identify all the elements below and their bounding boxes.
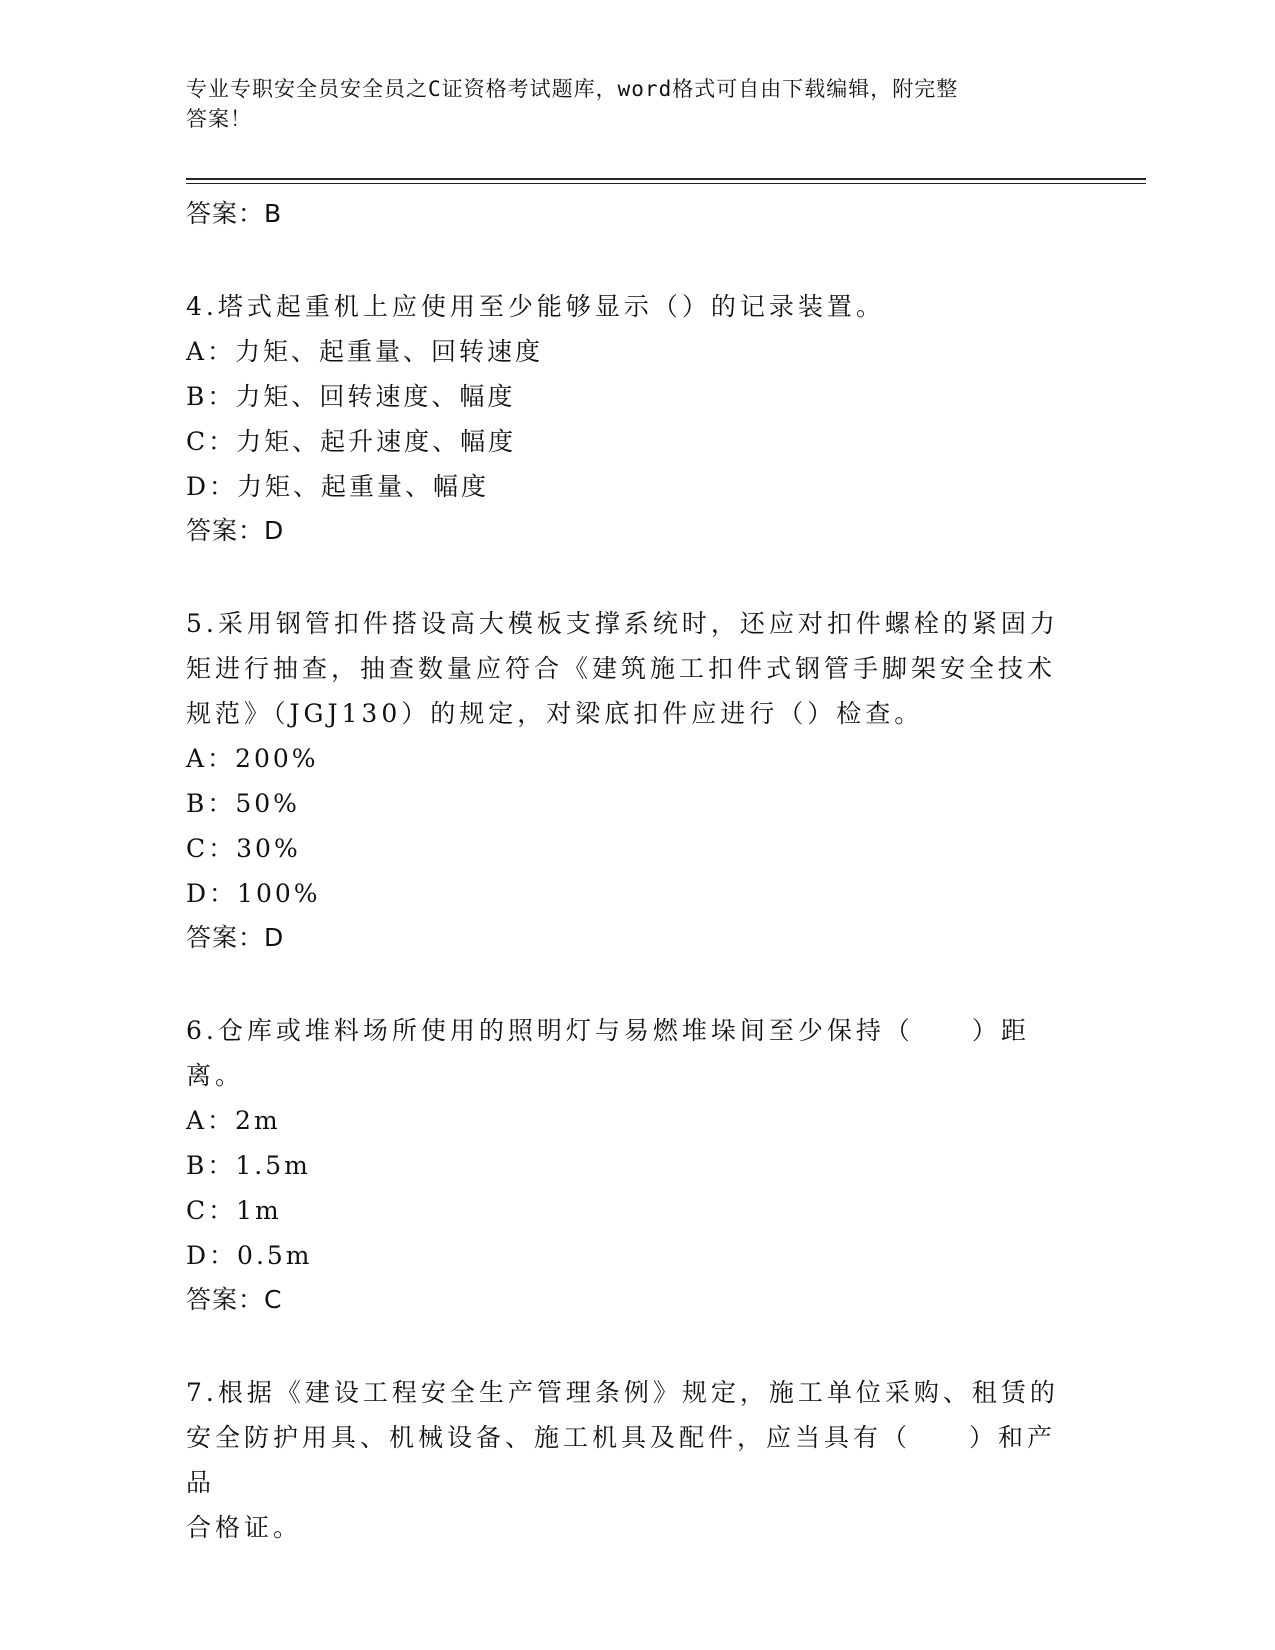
question-content [186,192,1146,1550]
question-6 [186,1008,1146,1322]
question-text [186,601,1066,736]
document-page [186,0,1146,1650]
option-d: D：100% [186,879,321,908]
option-a: A：200% [186,744,319,773]
question-text [186,284,1066,329]
option-c: C：1m [186,1196,282,1225]
question-line: 5.采用钢管扣件搭设高大模板支撑系统时，还应对扣件螺栓的紧固力 [186,609,1059,638]
option-c: C：30% [186,834,301,863]
option-d: D：力矩、起重量、幅度 [186,472,490,501]
option-a: A：2m [186,1106,281,1135]
header-rule-thick [186,178,1146,180]
answer-line: 答案：C [186,1285,283,1314]
question-line: 矩进行抽查，抽查数量应符合《建筑施工扣件式钢管手脚架安全技术 [186,654,1057,683]
question-line: 合格证。 [186,1513,303,1542]
page-header [186,74,1066,134]
header-rule-thin [186,183,1146,184]
question-line: 6.仓库或堆料场所使用的照明灯与易燃堆垛间至少保持（ ）距离。 [186,1016,1030,1090]
question-5 [186,601,1146,960]
option-b: B：50% [186,789,300,818]
question-text [186,1370,1066,1550]
question-line: 4.塔式起重机上应使用至少能够显示（）的记录装置。 [186,292,885,321]
answer-line: 答案：D [186,516,285,545]
question-7 [186,1370,1146,1550]
answer-line: 答案：B [186,199,283,228]
option-b: B：1.5m [186,1151,311,1180]
option-c: C：力矩、起升速度、幅度 [186,427,517,456]
option-d: D：0.5m [186,1241,313,1270]
question-line: 规范》（JGJ130）的规定，对梁底扣件应进行（）检查。 [186,699,924,728]
option-b: B：力矩、回转速度、幅度 [186,382,516,411]
header-line-2: 答案！ [186,107,252,131]
option-a: A：力矩、起重量、回转速度 [186,337,544,366]
header-line-1: 专业专职安全员安全员之C证资格考试题库，word格式可自由下载编辑，附完整 [186,77,959,101]
question-line: 7.根据《建设工程安全生产管理条例》规定，施工单位采购、租赁的 [186,1378,1059,1407]
question-line: 安全防护用具、机械设备、施工机具及配件，应当具有（ ）和产品 [186,1423,1057,1497]
question-text [186,1008,1066,1098]
question-4 [186,284,1146,553]
answer-line: 答案：D [186,923,285,952]
